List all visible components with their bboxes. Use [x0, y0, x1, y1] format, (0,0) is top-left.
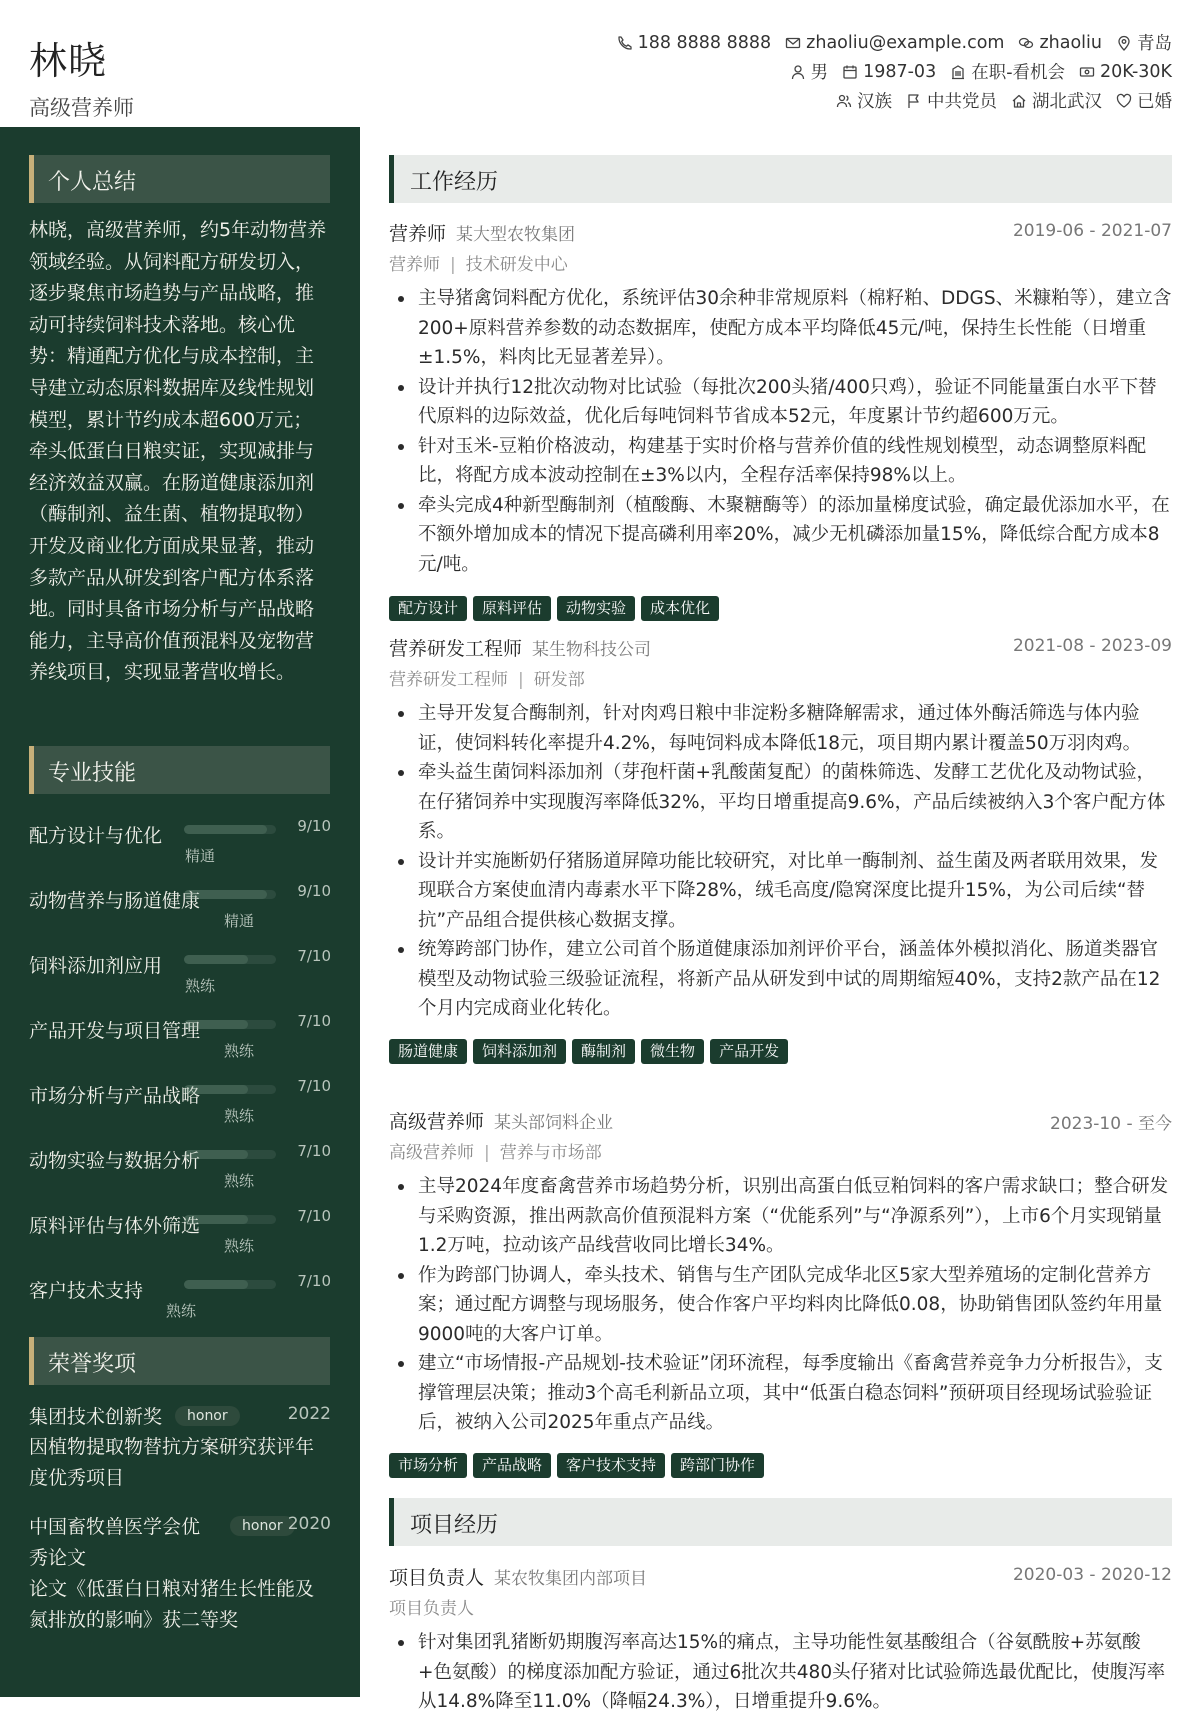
contact-ethnicity: 汉族 — [836, 88, 892, 113]
skill-tag: 肠道健康 — [389, 1039, 467, 1064]
skill-bar-fill — [184, 1020, 248, 1029]
skill-score: 7/10 — [297, 1077, 331, 1095]
bullet-item: 统筹跨部门协作，建立公司首个肠道健康添加剂评价平台，涵盖体外模拟消化、肠道类器官模型及动物试验三级验证流程，将新产品从研发到中试的周期缩短40%，支持2款产品在12个月内完成商业化转化。 — [389, 935, 1172, 1024]
honor-title: 集团技术创新奖 — [29, 1406, 163, 1428]
honor-item — [29, 1510, 331, 1636]
building-icon — [950, 64, 966, 80]
project-bullets — [389, 1628, 1172, 1717]
skill-name: 配方设计与优化 — [29, 825, 163, 847]
skill-level: 精通 — [224, 912, 255, 930]
job-subtitle — [389, 250, 568, 275]
project-date: 2020-03 - 2020-12 — [1012, 1565, 1172, 1585]
honor-description: 论文《低蛋白日粮对猪生长性能及氮排放的影响》获二等奖 — [29, 1578, 315, 1631]
skill-score: 7/10 — [297, 1142, 331, 1160]
project-role: 项目负责人 — [389, 1567, 485, 1589]
wechat-icon — [1018, 35, 1034, 51]
skill-bar — [184, 890, 276, 899]
skill-tag: 动物实验 — [557, 596, 635, 621]
skill-name: 动物营养与肠道健康 — [29, 890, 201, 912]
candidate-name: 林晓 — [29, 39, 108, 83]
honor-tag: honor — [175, 1406, 240, 1426]
contact-location: 青岛 — [1116, 30, 1172, 55]
honor-tag: honor — [230, 1516, 295, 1536]
contact-info — [617, 28, 1172, 115]
job-tags — [389, 1039, 788, 1064]
skill-bar-fill — [184, 1215, 248, 1224]
job-company: 某头部饲料企业 — [494, 1113, 614, 1133]
skill-name: 产品开发与项目管理 — [29, 1020, 201, 1042]
skill-name: 动物实验与数据分析 — [29, 1150, 201, 1172]
people-icon — [836, 93, 852, 109]
skill-level: 精通 — [185, 847, 216, 865]
skill-level: 熟练 — [224, 1172, 255, 1190]
job-department: 研发部 — [533, 670, 585, 690]
summary-text: 林晓，高级营养师，约5年动物营养领域经验。从饲料配方研发切入，逐步聚焦市场趋势与产品战略，推动可持续饲料技术落地。核心优势：精通配方优化与成本控制，主导建立动态原料数据库及线性规划模型，累计节约成本超600万元；牵头低蛋白日粮实证，实现减排与经济效益双赢。在肠道健康添加剂（酶制剂、益生菌、植物提取物）开发及商业化方面成果显著，推动多款产品从研发到客户配方体系落地。同时具备市场分析与产品战略能力，主导高价值预混料及宠物营养线项目，实现显著营收增长。 — [29, 219, 327, 684]
skill-tag: 饲料添加剂 — [473, 1039, 566, 1064]
job-title: 营养师 — [389, 223, 447, 245]
resume-header — [0, 0, 1200, 127]
skill-score: 9/10 — [297, 882, 331, 900]
skill-bar — [184, 955, 276, 964]
skill-level: 熟练 — [224, 1237, 255, 1255]
contact-salary: 20K-30K — [1079, 62, 1172, 82]
job-title: 高级营养师 — [389, 1111, 485, 1133]
bullet-item: 主导开发复合酶制剂，针对肉鸡日粮中非淀粉多糖降解需求，通过体外酶活筛选与体内验证，使饲料转化率提升4.2%，每吨饲料成本降低18元，项目期内累计覆盖50万羽肉鸡。 — [389, 699, 1172, 758]
heart-icon — [1116, 93, 1132, 109]
section-heading-skills: 专业技能 — [29, 746, 330, 794]
skill-level: 熟练 — [224, 1042, 255, 1060]
job-company: 某大型农牧集团 — [456, 225, 576, 245]
skill-score: 7/10 — [297, 1207, 331, 1225]
section-heading-summary: 个人总结 — [29, 155, 330, 203]
contact-row-2 — [617, 57, 1172, 86]
skill-bar — [184, 1215, 276, 1224]
skill-tag: 成本优化 — [641, 596, 719, 621]
separator: | — [450, 255, 456, 275]
contact-wechat: zhaoliu — [1018, 33, 1102, 53]
skill-item — [29, 1065, 331, 1125]
skill-name: 客户技术支持 — [29, 1280, 144, 1302]
contact-status: 在职-看机会 — [950, 59, 1065, 84]
bullet-item: 主导2024年度畜禽营养市场趋势分析，识别出高蛋白低豆粕饲料的客户需求缺口；整合研发与采购资源，推出两款高价值预混料方案（“优能系列”与“净源系列”），上市6个月实现销量1.2万吨，拉动该产品线营收同比增长34%。 — [389, 1172, 1172, 1261]
job-tags — [389, 1453, 764, 1478]
skill-tag: 产品战略 — [473, 1453, 551, 1478]
section-heading-work: 工作经历 — [389, 155, 1172, 203]
skill-bar-fill — [184, 825, 267, 834]
job-title-line — [389, 219, 575, 246]
job-position: 高级营养师 — [389, 1143, 474, 1163]
job-date: 2021-08 - 2023-09 — [1012, 636, 1172, 656]
job-position: 营养师 — [389, 255, 440, 275]
job-department: 技术研发中心 — [465, 255, 568, 275]
project-title-line — [389, 1563, 647, 1590]
skill-name: 市场分析与产品战略 — [29, 1085, 201, 1107]
project-subtitle — [389, 1594, 474, 1619]
job-bullets — [389, 699, 1172, 1024]
section-heading-projects: 项目经历 — [389, 1498, 1172, 1546]
skill-name: 饲料添加剂应用 — [29, 955, 163, 977]
skill-bar — [184, 825, 276, 834]
candidate-role: 高级营养师 — [29, 96, 134, 120]
separator: | — [484, 1143, 490, 1163]
skill-score: 9/10 — [297, 817, 331, 835]
money-icon — [1079, 64, 1095, 80]
job-tags — [389, 596, 719, 621]
skill-bar-fill — [184, 955, 248, 964]
skill-level: 熟练 — [166, 1302, 197, 1320]
honor-item — [29, 1400, 331, 1494]
mail-icon — [785, 35, 801, 51]
job-position: 营养研发工程师 — [389, 670, 508, 690]
skill-item — [29, 935, 331, 995]
bullet-item: 设计并实施断奶仔猪肠道屏障功能比较研究，对比单一酶制剂、益生菌及两者联用效果，发现联合方案使血清内毒素水平下降28%，绒毛高度/隐窝深度比提升15%，为公司后续“替抗”产品组合提供核心数据支撑。 — [389, 847, 1172, 936]
job-title-line — [389, 1107, 613, 1134]
job-bullets — [389, 284, 1172, 579]
project-position: 项目负责人 — [389, 1599, 474, 1619]
calendar-icon — [842, 64, 858, 80]
contact-politics: 中共党员 — [906, 88, 997, 113]
skill-bar — [184, 1020, 276, 1029]
honor-year: 2022 — [287, 1404, 331, 1424]
job-subtitle — [389, 665, 585, 690]
contact-gender: 男 — [790, 59, 829, 84]
contact-row-1 — [617, 28, 1172, 57]
job-department: 营养与市场部 — [499, 1143, 602, 1163]
skill-bar — [184, 1085, 276, 1094]
skill-item — [29, 1000, 331, 1060]
contact-email[interactable]: zhaoliu@example.com — [785, 33, 1004, 53]
contact-hometown: 湖北武汉 — [1011, 88, 1102, 113]
skill-score: 7/10 — [297, 1272, 331, 1290]
home-icon — [1011, 93, 1027, 109]
flag-icon — [906, 93, 922, 109]
skill-item — [29, 1130, 331, 1190]
skill-bar — [184, 1280, 276, 1289]
person-icon — [790, 64, 806, 80]
honor-title: 中国畜牧兽医学会优秀论文 — [29, 1516, 201, 1569]
skill-item — [29, 805, 331, 865]
skill-tag: 酶制剂 — [572, 1039, 635, 1064]
skill-score: 7/10 — [297, 947, 331, 965]
bullet-item: 针对集团乳猪断奶期腹泻率高达15%的痛点，主导功能性氨基酸组合（谷氨酰胺+苏氨酸+色氨酸）的梯度添加配方验证，通过6批次共480头仔猪对比试验筛选最优配比，使腹泻率从14.8%降至11.0%（降幅24.3%），日增重提升9.6%。 — [389, 1628, 1172, 1717]
job-subtitle — [389, 1138, 602, 1163]
skill-bar-fill — [184, 890, 267, 899]
contact-birth: 1987-03 — [842, 62, 936, 82]
honor-description: 因植物提取物替抗方案研究获评年度优秀项目 — [29, 1436, 315, 1489]
bullet-item: 针对玉米-豆粕价格波动，构建基于实时价格与营养价值的线性规划模型，动态调整原料配比，将配方成本波动控制在±3%以内，全程存活率保持98%以上。 — [389, 432, 1172, 491]
contact-row-3 — [617, 86, 1172, 115]
bullet-item: 主导猪禽饲料配方优化，系统评估30余种非常规原料（棉籽粕、DDGS、米糠粕等），建立含200+原料营养参数的动态数据库，使配方成本平均降低45元/吨，保持生长性能（日增重±1.5%，料肉比无显著差异）。 — [389, 284, 1172, 373]
skill-tag: 微生物 — [641, 1039, 704, 1064]
contact-marital: 已婚 — [1116, 88, 1172, 113]
location-icon — [1116, 35, 1132, 51]
skill-bar-fill — [184, 1150, 248, 1159]
project-org: 某农牧集团内部项目 — [494, 1569, 648, 1589]
job-bullets — [389, 1172, 1172, 1438]
job-title-line — [389, 634, 651, 661]
sidebar — [0, 127, 360, 1697]
skill-level: 熟练 — [224, 1107, 255, 1125]
skill-tag: 原料评估 — [473, 596, 551, 621]
job-company: 某生物科技公司 — [532, 640, 652, 660]
section-heading-honors: 荣誉奖项 — [29, 1337, 330, 1385]
skill-level: 熟练 — [185, 977, 216, 995]
job-date: 2023-10 - 至今 — [1050, 1114, 1172, 1134]
skill-tag: 跨部门协作 — [671, 1453, 764, 1478]
skill-item — [29, 1195, 331, 1255]
skill-bar-fill — [184, 1280, 248, 1289]
bullet-item: 作为跨部门协调人，牵头技术、销售与生产团队完成华北区5家大型养殖场的定制化营养方案；通过配方调整与现场服务，使合作客户平均料肉比降低0.08，协助销售团队签约年用量9000吨的大客户订单。 — [389, 1261, 1172, 1350]
separator: | — [518, 670, 524, 690]
bullet-item: 建立“市场情报-产品规划-技术验证”闭环流程，每季度输出《畜禽营养竞争力分析报告》，支撑管理层决策；推动3个高毛利新品立项，其中“低蛋白稳态饲料”预研项目经现场试验验证后，被纳入公司2025年重点产品线。 — [389, 1349, 1172, 1438]
skill-name: 原料评估与体外筛选 — [29, 1215, 201, 1237]
skill-tag: 配方设计 — [389, 596, 467, 621]
skill-tag: 市场分析 — [389, 1453, 467, 1478]
honor-year: 2020 — [287, 1514, 331, 1534]
skill-score: 7/10 — [297, 1012, 331, 1030]
phone-icon — [617, 35, 633, 51]
bullet-item: 设计并执行12批次动物对比试验（每批次200头猪/400只鸡），验证不同能量蛋白水平下替代原料的边际效益，优化后每吨饲料节省成本52元，年度累计节约超600万元。 — [389, 373, 1172, 432]
skill-bar-fill — [184, 1085, 248, 1094]
contact-phone: 188 8888 8888 — [617, 33, 772, 53]
skill-bar — [184, 1150, 276, 1159]
skill-item — [29, 1260, 331, 1320]
skill-tag: 产品开发 — [710, 1039, 788, 1064]
job-date: 2019-06 - 2021-07 — [1012, 221, 1172, 241]
skill-item — [29, 870, 331, 930]
bullet-item: 牵头益生菌饲料添加剂（芽孢杆菌+乳酸菌复配）的菌株筛选、发酵工艺优化及动物试验，在仔猪饲养中实现腹泻率降低32%，平均日增重提高9.6%，产品后续被纳入3个客户配方体系。 — [389, 758, 1172, 847]
job-title: 营养研发工程师 — [389, 638, 523, 660]
skill-tag: 客户技术支持 — [557, 1453, 665, 1478]
bullet-item: 牵头完成4种新型酶制剂（植酸酶、木聚糖酶等）的添加量梯度试验，确定最优添加水平，在不额外增加成本的情况下提高磷利用率20%，减少无机磷添加量15%，降低综合配方成本8元/吨。 — [389, 491, 1172, 580]
